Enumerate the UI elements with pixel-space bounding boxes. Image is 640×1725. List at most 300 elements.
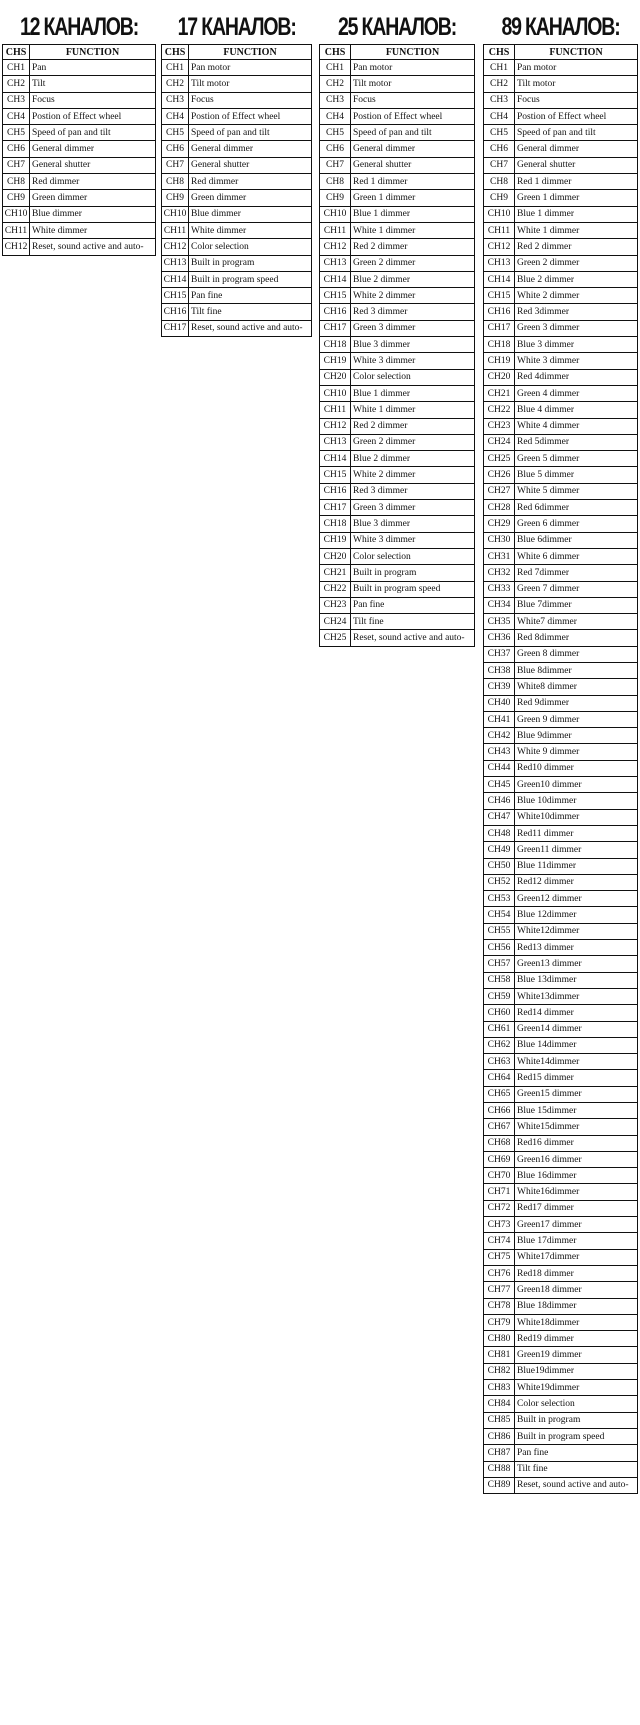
channel-number: CH12	[484, 239, 515, 255]
table-row	[484, 1380, 638, 1396]
table-row	[162, 320, 312, 336]
channel-function: Blue 1 dimmer	[515, 206, 638, 222]
channel-function: Green11 dimmer	[515, 842, 638, 858]
channel-number: CH16	[320, 304, 351, 320]
channel-function: Green 6 dimmer	[515, 516, 638, 532]
channel-function: Blue 10dimmer	[515, 793, 638, 809]
channel-function: Green 9 dimmer	[515, 711, 638, 727]
channel-number: CH42	[484, 728, 515, 744]
table-title: 12 КАНАЛОВ:	[19, 13, 139, 41]
channel-function: Green 2 dimmer	[351, 255, 475, 271]
channel-number: CH9	[484, 190, 515, 206]
channel-function: Built in program speed	[351, 581, 475, 597]
channel-function: Tilt	[30, 76, 156, 92]
channel-number: CH2	[3, 76, 30, 92]
channel-number: CH3	[3, 92, 30, 108]
channel-function: Green12 dimmer	[515, 891, 638, 907]
channel-function: Pan motor	[351, 60, 475, 76]
table-row	[320, 434, 475, 450]
channel-number: CH44	[484, 760, 515, 776]
table-row	[484, 206, 638, 222]
table-row	[484, 76, 638, 92]
channel-number: CH14	[320, 451, 351, 467]
table-row	[484, 483, 638, 499]
table-row	[162, 157, 312, 173]
channel-function: Green dimmer	[189, 190, 312, 206]
channel-number: CH12	[3, 239, 30, 255]
channel-table	[483, 44, 638, 1494]
table-row	[3, 222, 156, 238]
channel-number: CH6	[162, 141, 189, 157]
channel-number: CH27	[484, 483, 515, 499]
table-row	[484, 1249, 638, 1265]
table-row	[320, 385, 475, 401]
channel-function: Green 1 dimmer	[351, 190, 475, 206]
channel-function: Built in program speed	[515, 1428, 638, 1444]
table-row	[484, 1151, 638, 1167]
table-row	[484, 92, 638, 108]
table-row	[162, 92, 312, 108]
table-row	[3, 108, 156, 124]
table-25-channels	[319, 0, 475, 647]
channel-number: CH15	[320, 288, 351, 304]
channel-number: CH17	[320, 320, 351, 336]
channel-number: CH4	[162, 108, 189, 124]
channel-function: Color selection	[351, 369, 475, 385]
channel-number: CH8	[320, 174, 351, 190]
channel-function: Blue 9dimmer	[515, 728, 638, 744]
channel-function: White13dimmer	[515, 988, 638, 1004]
channel-number: CH49	[484, 842, 515, 858]
table-row	[484, 858, 638, 874]
table-row	[484, 108, 638, 124]
channel-function: General dimmer	[351, 141, 475, 157]
table-row	[484, 923, 638, 939]
channel-number: CH7	[484, 157, 515, 173]
table-row	[484, 695, 638, 711]
channel-function: Red 1 dimmer	[515, 174, 638, 190]
table-row	[484, 125, 638, 141]
table-row	[320, 304, 475, 320]
table-row	[484, 646, 638, 662]
table-row	[484, 662, 638, 678]
channel-number: CH37	[484, 646, 515, 662]
table-row	[484, 271, 638, 287]
table-row	[484, 1445, 638, 1461]
table-row	[484, 369, 638, 385]
table-row	[3, 157, 156, 173]
channel-function: Red 3 dimmer	[351, 304, 475, 320]
channel-number: CH8	[162, 174, 189, 190]
channel-number: CH2	[484, 76, 515, 92]
channel-number: CH75	[484, 1249, 515, 1265]
table-row	[484, 711, 638, 727]
channel-function: Red12 dimmer	[515, 874, 638, 890]
channel-function: Tilt fine	[189, 304, 312, 320]
table-row	[320, 60, 475, 76]
channel-function: Blue 16dimmer	[515, 1168, 638, 1184]
table-row	[484, 777, 638, 793]
channel-function: Green 8 dimmer	[515, 646, 638, 662]
channel-function: White 3 dimmer	[515, 353, 638, 369]
channel-number: CH66	[484, 1103, 515, 1119]
table-row	[320, 548, 475, 564]
table-row	[484, 516, 638, 532]
channel-number: CH7	[320, 157, 351, 173]
channel-function: Color selection	[351, 548, 475, 564]
channel-function: Green dimmer	[30, 190, 156, 206]
channel-number: CH33	[484, 581, 515, 597]
channel-function: Focus	[351, 92, 475, 108]
table-row	[3, 76, 156, 92]
channel-number: CH59	[484, 988, 515, 1004]
channel-number: CH4	[320, 108, 351, 124]
table-row	[484, 500, 638, 516]
channel-number: CH65	[484, 1086, 515, 1102]
channel-function: Red 1 dimmer	[351, 174, 475, 190]
channel-function: Green 3 dimmer	[351, 500, 475, 516]
table-row	[484, 434, 638, 450]
channel-number: CH19	[320, 353, 351, 369]
channel-function: General shutter	[351, 157, 475, 173]
channel-number: CH15	[484, 288, 515, 304]
table-row	[484, 304, 638, 320]
channel-function: Green 2 dimmer	[351, 434, 475, 450]
channel-function: Red15 dimmer	[515, 1070, 638, 1086]
channel-function: White 2 dimmer	[515, 288, 638, 304]
channel-number: CH35	[484, 614, 515, 630]
channel-number: CH71	[484, 1184, 515, 1200]
table-row	[484, 874, 638, 890]
channel-number: CH82	[484, 1363, 515, 1379]
function-header: FUNCTION	[351, 45, 475, 60]
function-header: FUNCTION	[189, 45, 312, 60]
channel-number: CH40	[484, 695, 515, 711]
channel-number: CH61	[484, 1021, 515, 1037]
table-row	[484, 597, 638, 613]
channel-number: CH16	[320, 483, 351, 499]
table-row	[484, 1428, 638, 1444]
channel-number: CH8	[3, 174, 30, 190]
channel-number: CH10	[484, 206, 515, 222]
table-row	[484, 614, 638, 630]
table-row	[484, 174, 638, 190]
channel-function: Blue 4 dimmer	[515, 402, 638, 418]
channel-number: CH36	[484, 630, 515, 646]
channel-number: CH32	[484, 565, 515, 581]
table-row	[484, 760, 638, 776]
channel-number: CH5	[162, 125, 189, 141]
table-row	[320, 141, 475, 157]
table-row	[3, 239, 156, 255]
channel-function: Built in program	[515, 1412, 638, 1428]
channel-number: CH58	[484, 972, 515, 988]
channel-function: White 1 dimmer	[351, 222, 475, 238]
channel-number: CH50	[484, 858, 515, 874]
table-row	[484, 842, 638, 858]
channel-function: Red13 dimmer	[515, 940, 638, 956]
channel-number: CH45	[484, 777, 515, 793]
table-row	[162, 174, 312, 190]
channel-function: Pan	[30, 60, 156, 76]
channel-number: CH5	[320, 125, 351, 141]
channel-function: Blue dimmer	[189, 206, 312, 222]
channel-function: Red 2 dimmer	[515, 239, 638, 255]
table-row	[484, 1314, 638, 1330]
channel-function: General shutter	[515, 157, 638, 173]
channel-function: Red18 dimmer	[515, 1265, 638, 1281]
function-header: FUNCTION	[30, 45, 156, 60]
channel-number: CH7	[3, 157, 30, 173]
channel-number: CH77	[484, 1282, 515, 1298]
channel-number: CH22	[320, 581, 351, 597]
table-row	[484, 60, 638, 76]
channel-function: Blue 1 dimmer	[351, 206, 475, 222]
channel-function: General dimmer	[515, 141, 638, 157]
channel-table	[2, 44, 156, 256]
channel-number: CH38	[484, 662, 515, 678]
channel-function: White 3 dimmer	[351, 532, 475, 548]
table-row	[484, 744, 638, 760]
channel-number: CH11	[162, 222, 189, 238]
channel-function: Blue dimmer	[30, 206, 156, 222]
channel-number: CH6	[320, 141, 351, 157]
channel-number: CH67	[484, 1119, 515, 1135]
channel-number: CH89	[484, 1477, 515, 1493]
channel-function: Green 3 dimmer	[351, 320, 475, 336]
channel-function: Postion of Effect wheel	[189, 108, 312, 124]
channel-function: White 1 dimmer	[351, 402, 475, 418]
table-row	[484, 1347, 638, 1363]
table-row	[484, 1119, 638, 1135]
channel-function: Tilt fine	[351, 614, 475, 630]
table-row	[484, 1396, 638, 1412]
table-row	[484, 157, 638, 173]
table-row	[484, 385, 638, 401]
table-row	[320, 353, 475, 369]
channel-number: CH39	[484, 679, 515, 695]
table-row	[162, 76, 312, 92]
channel-function: Postion of Effect wheel	[30, 108, 156, 124]
channel-number: CH79	[484, 1314, 515, 1330]
channel-function: Built in program	[351, 565, 475, 581]
table-row	[320, 271, 475, 287]
channel-number: CH46	[484, 793, 515, 809]
table-row	[320, 190, 475, 206]
table-row	[484, 1233, 638, 1249]
channel-function: Green17 dimmer	[515, 1217, 638, 1233]
channel-number: CH3	[162, 92, 189, 108]
channel-function: Red 4dimmer	[515, 369, 638, 385]
channel-number: CH87	[484, 1445, 515, 1461]
channel-number: CH54	[484, 907, 515, 923]
channel-number: CH9	[162, 190, 189, 206]
table-row	[484, 1070, 638, 1086]
channel-number: CH8	[484, 174, 515, 190]
channel-number: CH56	[484, 940, 515, 956]
channel-number: CH11	[320, 402, 351, 418]
channel-number: CH28	[484, 500, 515, 516]
table-row	[320, 125, 475, 141]
chs-header: CHS	[162, 45, 189, 60]
channel-number: CH11	[3, 222, 30, 238]
channel-number: CH88	[484, 1461, 515, 1477]
channel-function: Red 5dimmer	[515, 434, 638, 450]
table-row	[484, 1021, 638, 1037]
channel-function: Blue 3 dimmer	[515, 337, 638, 353]
channel-function: Reset, sound active and auto-	[30, 239, 156, 255]
channel-function: White19dimmer	[515, 1380, 638, 1396]
channel-number: CH22	[484, 402, 515, 418]
channel-table	[161, 44, 312, 337]
channel-number: CH57	[484, 956, 515, 972]
channel-number: CH13	[320, 255, 351, 271]
channel-function: Red 2 dimmer	[351, 418, 475, 434]
table-row	[162, 125, 312, 141]
channel-function: Built in program	[189, 255, 312, 271]
table-row	[320, 337, 475, 353]
channel-function: Tilt motor	[189, 76, 312, 92]
channel-number: CH10	[162, 206, 189, 222]
channel-number: CH34	[484, 597, 515, 613]
table-row	[320, 108, 475, 124]
channel-number: CH6	[484, 141, 515, 157]
channel-function: Blue 5 dimmer	[515, 467, 638, 483]
table-row	[162, 304, 312, 320]
table-row	[484, 1412, 638, 1428]
channel-function: Red14 dimmer	[515, 1005, 638, 1021]
channel-number: CH72	[484, 1200, 515, 1216]
table-row	[484, 337, 638, 353]
table-row	[320, 418, 475, 434]
channel-number: CH18	[320, 516, 351, 532]
channel-function: White12dimmer	[515, 923, 638, 939]
table-row	[320, 630, 475, 646]
channel-number: CH18	[484, 337, 515, 353]
channel-function: Color selection	[515, 1396, 638, 1412]
table-row	[484, 891, 638, 907]
channel-function: Color selection	[189, 239, 312, 255]
table-row	[320, 174, 475, 190]
table-row	[484, 288, 638, 304]
channel-number: CH14	[320, 271, 351, 287]
channel-number: CH24	[320, 614, 351, 630]
channel-number: CH12	[162, 239, 189, 255]
channel-number: CH3	[320, 92, 351, 108]
channel-number: CH5	[484, 125, 515, 141]
channel-number: CH11	[320, 222, 351, 238]
channel-number: CH20	[320, 369, 351, 385]
table-row	[484, 565, 638, 581]
table-row	[484, 1265, 638, 1281]
channel-function: Green10 dimmer	[515, 777, 638, 793]
table-row	[320, 76, 475, 92]
channel-function: Green19 dimmer	[515, 1347, 638, 1363]
channel-function: Blue 15dimmer	[515, 1103, 638, 1119]
channel-number: CH69	[484, 1151, 515, 1167]
channel-function: Blue19dimmer	[515, 1363, 638, 1379]
table-row	[484, 825, 638, 841]
table-row	[484, 1054, 638, 1070]
table-row	[162, 206, 312, 222]
table-row	[484, 1298, 638, 1314]
table-row	[320, 206, 475, 222]
channel-number: CH76	[484, 1265, 515, 1281]
table-row	[320, 369, 475, 385]
channel-function: General dimmer	[30, 141, 156, 157]
table-row	[162, 271, 312, 287]
table-row	[320, 500, 475, 516]
channel-function: Red dimmer	[189, 174, 312, 190]
channel-number: CH85	[484, 1412, 515, 1428]
channel-number: CH47	[484, 809, 515, 825]
channel-number: CH10	[320, 385, 351, 401]
channel-function: Focus	[515, 92, 638, 108]
table-row	[3, 125, 156, 141]
channel-number: CH14	[484, 271, 515, 287]
channel-number: CH25	[484, 451, 515, 467]
channel-number: CH5	[3, 125, 30, 141]
channel-function: Red 2 dimmer	[351, 239, 475, 255]
channel-number: CH14	[162, 271, 189, 287]
table-row	[484, 956, 638, 972]
channel-number: CH1	[484, 60, 515, 76]
channel-function: White 2 dimmer	[351, 288, 475, 304]
table-row	[484, 809, 638, 825]
channel-function: Speed of pan and tilt	[189, 125, 312, 141]
channel-number: CH31	[484, 548, 515, 564]
channel-function: Red 6dimmer	[515, 500, 638, 516]
channel-number: CH29	[484, 516, 515, 532]
table-header-row	[320, 45, 475, 60]
table-row	[484, 728, 638, 744]
channel-function: White 6 dimmer	[515, 548, 638, 564]
channel-number: CH21	[484, 385, 515, 401]
channel-number: CH7	[162, 157, 189, 173]
table-row	[320, 516, 475, 532]
table-row	[484, 1184, 638, 1200]
channel-function: Blue 8dimmer	[515, 662, 638, 678]
table-row	[320, 288, 475, 304]
channel-function: Focus	[189, 92, 312, 108]
channel-number: CH13	[484, 255, 515, 271]
channel-number: CH16	[484, 304, 515, 320]
table-row	[484, 1086, 638, 1102]
table-row	[484, 255, 638, 271]
channel-number: CH10	[3, 206, 30, 222]
channel-function: Blue 17dimmer	[515, 1233, 638, 1249]
table-title: 25 КАНАЛОВ:	[337, 13, 457, 41]
channel-function: Blue 13dimmer	[515, 972, 638, 988]
channel-function: White8 dimmer	[515, 679, 638, 695]
channel-function: White10dimmer	[515, 809, 638, 825]
table-row	[484, 793, 638, 809]
channel-function: White dimmer	[189, 222, 312, 238]
table-title: 17 КАНАЛОВ:	[177, 13, 296, 41]
channel-function: White 3 dimmer	[351, 353, 475, 369]
table-row	[320, 255, 475, 271]
channel-number: CH48	[484, 825, 515, 841]
channel-number: CH13	[320, 434, 351, 450]
table-row	[484, 1477, 638, 1493]
table-row	[484, 222, 638, 238]
table-title: 89 КАНАЛОВ:	[501, 13, 620, 41]
channel-function: Blue 14dimmer	[515, 1037, 638, 1053]
channel-number: CH1	[162, 60, 189, 76]
channel-number: CH86	[484, 1428, 515, 1444]
table-row	[484, 467, 638, 483]
channel-function: White 4 dimmer	[515, 418, 638, 434]
